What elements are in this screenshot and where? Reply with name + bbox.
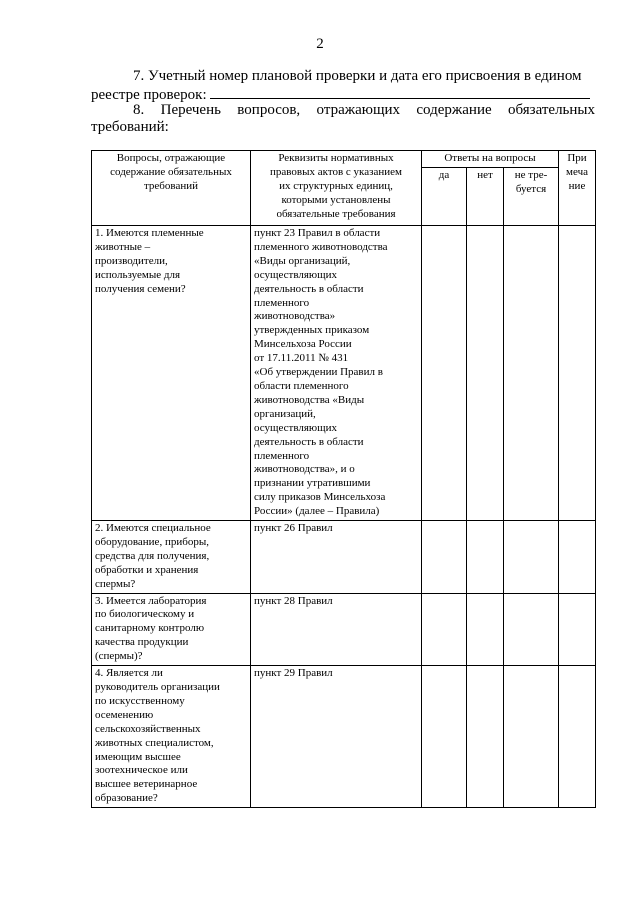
reference-cell: пункт 28 Правил [251, 593, 422, 666]
notes-cell[interactable] [559, 666, 596, 808]
header-requisites: Реквизиты нормативных правовых актов с указанием их структурных единиц, которыми установлены обязательные требования [251, 151, 422, 226]
question-cell: 1. Имеются племенные животные – производители, используемые для получения семени? [92, 226, 251, 521]
question-cell: 3. Имеется лаборатория по биологическому и санитарному контролю качества продукции (спермы)? [92, 593, 251, 666]
answer-no-cell[interactable] [467, 666, 504, 808]
answer-yes-cell[interactable] [422, 666, 467, 808]
table-row [92, 226, 596, 521]
question-cell: 4. Является ли руководитель организации по искусственному осеменению сельскохозяйственных животных специалистом, имеющим высшее зоотехническое или высшее ветеринарное образование? [92, 666, 251, 808]
answer-not-required-cell[interactable] [504, 226, 559, 521]
table-row [92, 521, 596, 594]
reference-cell: пункт 23 Правил в области племенного животноводства «Виды организаций, осуществляющих деятельность в области племенного животноводства» утвержденных приказом Минсельхоза России от 17.11.2011 № 431 «Об утверждении Правил в области племенного животноводства «Виды организаций, осуществляющих деятельность в области племенного животноводства», и о признании утратившими силу приказов Минсельхоза России» (далее – Правила) [251, 226, 422, 521]
answer-not-required-cell[interactable] [504, 666, 559, 808]
answer-yes-cell[interactable] [422, 226, 467, 521]
answer-no-cell[interactable] [467, 226, 504, 521]
answer-not-required-cell[interactable] [504, 521, 559, 594]
checklist-table-wrapper [91, 150, 596, 808]
header-notes: При меча ние [559, 151, 596, 226]
table-header-row [92, 151, 596, 168]
checklist-table [91, 150, 596, 808]
table-row [92, 666, 596, 808]
reference-cell: пункт 26 Правил [251, 521, 422, 594]
answer-no-cell[interactable] [467, 593, 504, 666]
notes-cell[interactable] [559, 593, 596, 666]
table-row [92, 593, 596, 666]
header-no: нет [467, 167, 504, 225]
answer-no-cell[interactable] [467, 521, 504, 594]
reference-cell: пункт 29 Правил [251, 666, 422, 808]
page-number: 2 [316, 36, 324, 52]
answer-yes-cell[interactable] [422, 521, 467, 594]
answer-yes-cell[interactable] [422, 593, 467, 666]
header-answers: Ответы на вопросы [422, 151, 559, 168]
notes-cell[interactable] [559, 521, 596, 594]
header-questions: Вопросы, отражающие содержание обязательных требований [92, 151, 251, 226]
item-7-paragraph [91, 68, 595, 104]
header-yes: да [422, 167, 467, 225]
registry-number-blank [210, 85, 590, 99]
header-not-required: не тре- буется [504, 167, 559, 225]
answer-not-required-cell[interactable] [504, 593, 559, 666]
item-8-paragraph: 8. Перечень вопросов, отражающих содержание обязательных требований: [91, 102, 595, 135]
notes-cell[interactable] [559, 226, 596, 521]
question-cell: 2. Имеются специальное оборудование, приборы, средства для получения, обработки и хранения спермы? [92, 521, 251, 594]
item-7-text: 7. Учетный номер плановой проверки и дата его присвоения в едином реестре проверок: [91, 68, 582, 103]
